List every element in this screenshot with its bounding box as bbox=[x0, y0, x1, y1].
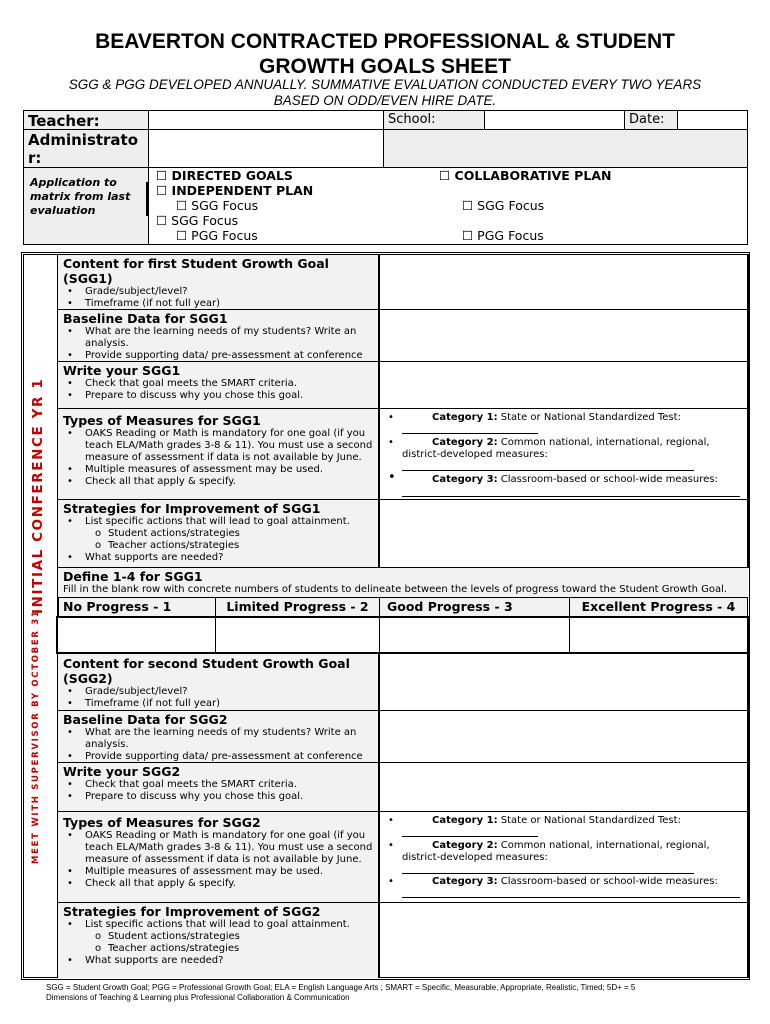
sgg2-strategies-bullet-1: • List specific actions that will lead to goal attainment. bbox=[85, 919, 373, 931]
sgg1-content-bullet-1: • Grade/subject/level? bbox=[85, 286, 373, 298]
pgg-focus-checkbox-b[interactable]: ☐ PGG Focus bbox=[462, 228, 544, 243]
sgg1-write-title: Write your SGG1 bbox=[63, 363, 181, 378]
sgg1-define-cell bbox=[58, 567, 748, 598]
administrator-label-text-1: Administrato bbox=[28, 131, 139, 149]
sgg1-measures-cell bbox=[58, 408, 379, 500]
sgg1-strategies-bullet-2: • What supports are needed? bbox=[85, 552, 373, 564]
sgg2-content-title-1: Content for second Student Growth Goal bbox=[63, 656, 350, 671]
sgg2-write-title: Write your SGG2 bbox=[63, 764, 181, 779]
sgg1-strategies-sub-2: o Teacher actions/strategies bbox=[108, 540, 373, 552]
independent-plan-checkbox[interactable]: ☐ INDEPENDENT PLAN bbox=[156, 183, 314, 198]
sgg2-content-bullet-2: • Timeframe (if not full year) bbox=[85, 698, 373, 710]
sgg2-write-bullet-2: • Prepare to discuss why you chose this goal. bbox=[85, 791, 373, 803]
sgg2-baseline-cell bbox=[58, 710, 379, 763]
sgg2-category-1-line[interactable] bbox=[402, 836, 538, 837]
progress-header-4: Excellent Progress - 4 bbox=[569, 597, 748, 617]
sgg-focus-checkbox-b[interactable]: ☐ SGG Focus bbox=[462, 198, 545, 213]
footer-line-1: SGG = Student Growth Goal; PGG = Professional Growth Goal; ELA = English Language Arts ; SMART = Specific, Measurable, Appropriate, Realistic, Timed; 5D+ = 5 bbox=[46, 983, 636, 992]
sgg-focus-checkbox-a[interactable]: ☐ SGG Focus bbox=[176, 198, 259, 213]
date-field[interactable] bbox=[677, 110, 748, 130]
sgg2-category-1-bullet: • bbox=[388, 815, 394, 826]
school-label-text: School: bbox=[388, 112, 436, 127]
sgg1-category-2-text-2: district-developed measures: bbox=[402, 449, 548, 460]
sgg2-measures-title: Types of Measures for SGG2 bbox=[63, 815, 261, 830]
sgg2-baseline-title: Baseline Data for SGG2 bbox=[63, 712, 228, 727]
sgg2-measures-bullet-2: • Multiple measures of assessment may be used. bbox=[85, 866, 373, 878]
page-subtitle-line1: SGG & PGG DEVELOPED ANNUALLY. SUMMATIVE EVALUATION CONDUCTED EVERY TWO YEARS bbox=[68, 77, 702, 92]
sgg2-measures-bullet-3: • Check all that apply & specify. bbox=[85, 878, 373, 890]
footer-line-2: Dimensions of Teaching & Learning plus Professional Collaboration & Communication bbox=[46, 993, 350, 1002]
sgg1-baseline-bullet-2: • Provide supporting data/ pre-assessment at conference bbox=[85, 350, 373, 362]
sgg1-measures-title: Types of Measures for SGG1 bbox=[63, 413, 261, 428]
sgg1-category-1-bullet: • bbox=[388, 412, 394, 423]
sgg2-measures-bullet-1: • OAKS Reading or Math is mandatory for one goal (if you teach ELA/Math grades 3-8 & 11). You must use a second measure of assessment if data is not available by June. bbox=[85, 830, 373, 866]
sgg1-category-1-line[interactable] bbox=[402, 433, 538, 434]
sgg1-strategies-bullet-1: • List specific actions that will lead to goal attainment. bbox=[85, 516, 373, 528]
sgg2-baseline-bullet-2: • Provide supporting data/ pre-assessment at conference bbox=[85, 751, 373, 763]
sgg2-content-answer[interactable] bbox=[379, 653, 749, 711]
sgg1-write-cell bbox=[58, 361, 379, 409]
sgg1-write-bullet-2: • Prepare to discuss why you chose this goal. bbox=[85, 390, 373, 402]
sgg1-measures-bullet-3: • Check all that apply & specify. bbox=[85, 476, 373, 488]
teacher-field[interactable] bbox=[148, 110, 384, 130]
collaborative-plan-checkbox[interactable]: ☐ COLLABORATIVE PLAN bbox=[439, 168, 612, 183]
administrator-label-text-2: r: bbox=[28, 149, 42, 167]
sgg1-content-title-2: (SGG1) bbox=[63, 271, 113, 286]
sgg2-strategies-title: Strategies for Improvement of SGG2 bbox=[63, 904, 321, 919]
sgg1-strategies-sub-1: o Student actions/strategies bbox=[108, 528, 373, 540]
page-subtitle-line2: BASED ON ODD/EVEN HIRE DATE. bbox=[273, 93, 497, 108]
sgg1-content-title-1: Content for first Student Growth Goal bbox=[63, 256, 329, 271]
sgg1-baseline-answer[interactable] bbox=[379, 309, 749, 362]
sgg1-write-answer[interactable] bbox=[379, 361, 749, 409]
sgg1-measures-answer: • Category 1: State or National Standardized Test: • Category 2: Common national, international, regional, district-developed measures: • Category 3: Classroom-based or school-wide measures: bbox=[379, 408, 749, 500]
page-title-line1: BEAVERTON CONTRACTED PROFESSIONAL & STUDENT bbox=[95, 30, 675, 53]
sgg2-measures-answer: • Category 1: State or National Standardized Test: • Category 2: Common national, international, regional, district-developed measures: • Category 3: Classroom-based or school-wide measures: bbox=[379, 811, 749, 903]
administrator-label bbox=[23, 129, 149, 168]
progress-header-2: Limited Progress - 2 bbox=[215, 597, 380, 617]
application-options-cell bbox=[148, 167, 748, 245]
progress-input-1[interactable] bbox=[56, 616, 216, 654]
date-label bbox=[624, 110, 678, 130]
sgg2-category-3-bullet: • bbox=[388, 876, 394, 887]
application-label-3: evaluation bbox=[30, 204, 96, 217]
sgg1-strategies-cell bbox=[58, 499, 379, 568]
progress-header-3: Good Progress - 3 bbox=[379, 597, 570, 617]
school-label bbox=[383, 110, 485, 130]
sgg-focus-checkbox-c[interactable]: ☐ SGG Focus bbox=[156, 213, 239, 228]
sgg1-content-bullet-2: • Timeframe (if not full year) bbox=[85, 298, 373, 310]
sgg1-measures-bullet-2: • Multiple measures of assessment may be used. bbox=[85, 464, 373, 476]
sgg2-write-bullet-1: • Check that goal meets the SMART criteria. bbox=[85, 779, 373, 791]
application-label-cell bbox=[23, 167, 149, 245]
sgg2-category-2-line[interactable] bbox=[402, 873, 694, 874]
sgg1-write-bullet-1: • Check that goal meets the SMART criteria. bbox=[85, 378, 373, 390]
teacher-label bbox=[23, 110, 149, 130]
administrator-field[interactable] bbox=[148, 129, 384, 168]
sgg2-strategies-bullet-2: • What supports are needed? bbox=[85, 955, 373, 967]
sgg2-baseline-bullet-1: • What are the learning needs of my students? Write an analysis. bbox=[85, 727, 373, 751]
sgg1-category-3-bullet: • bbox=[388, 470, 396, 485]
sgg2-category-2-bullet: • bbox=[388, 840, 394, 851]
teacher-label-text: Teacher: bbox=[28, 112, 100, 130]
progress-input-4[interactable] bbox=[569, 616, 750, 654]
sgg1-define-text: Fill in the blank row with concrete numbers of students to delineate between the levels of progress toward the Student Growth Goal. bbox=[63, 584, 728, 595]
administrator-extra-cell bbox=[383, 129, 748, 168]
progress-input-3[interactable] bbox=[379, 616, 570, 654]
sgg2-category-3-line[interactable] bbox=[402, 897, 740, 898]
sgg2-write-answer[interactable] bbox=[379, 762, 749, 812]
side-label-main: INITIAL CONFERENCE YR 1 bbox=[30, 377, 46, 614]
sgg2-strategies-sub-2: o Teacher actions/strategies bbox=[108, 943, 373, 955]
sgg1-category-2-line[interactable] bbox=[402, 470, 694, 471]
sgg1-content-answer[interactable] bbox=[379, 254, 749, 310]
sgg2-content-title-2: (SGG2) bbox=[63, 671, 113, 686]
sgg1-baseline-cell bbox=[58, 309, 379, 362]
sgg2-strategies-cell bbox=[58, 902, 379, 978]
sgg2-baseline-answer[interactable] bbox=[379, 710, 749, 763]
sgg1-category-2-bullet: • bbox=[388, 437, 394, 448]
sgg2-category-2-text-2: district-developed measures: bbox=[402, 852, 548, 863]
sgg1-strategies-title: Strategies for Improvement of SGG1 bbox=[63, 501, 321, 516]
date-label-text: Date: bbox=[629, 112, 665, 127]
sgg2-write-cell bbox=[58, 762, 379, 812]
sgg2-measures-cell bbox=[58, 811, 379, 903]
sgg1-content-cell bbox=[58, 254, 379, 310]
application-label-1: Application to bbox=[30, 176, 117, 189]
sgg2-content-bullet-1: • Grade/subject/level? bbox=[85, 686, 373, 698]
side-label-sub: MEET WITH SUPERVISOR BY OCTOBER 31 bbox=[31, 609, 41, 864]
sgg2-content-cell bbox=[58, 653, 379, 711]
progress-header-1: No Progress - 1 bbox=[58, 597, 216, 617]
sgg1-category-3-line[interactable] bbox=[402, 496, 740, 497]
sgg1-measures-bullet-1: • OAKS Reading or Math is mandatory for one goal (if you teach ELA/Math grades 3-8 & 11). You must use a second measure of assessment if data is not available by June. bbox=[85, 428, 373, 464]
application-label-2: matrix from last bbox=[30, 190, 131, 203]
directed-goals-checkbox[interactable]: ☐ DIRECTED GOALS bbox=[156, 168, 293, 183]
sgg1-baseline-title: Baseline Data for SGG1 bbox=[63, 311, 228, 326]
page-title-line2: GROWTH GOALS SHEET bbox=[259, 55, 511, 78]
sgg1-baseline-bullet-1: • What are the learning needs of my students? Write an analysis. bbox=[85, 326, 373, 350]
sgg1-define-title: Define 1-4 for SGG1 bbox=[63, 569, 203, 584]
pgg-focus-checkbox-a[interactable]: ☐ PGG Focus bbox=[176, 228, 258, 243]
application-label bbox=[24, 168, 148, 218]
sgg1-strategies-answer[interactable] bbox=[379, 499, 749, 568]
progress-input-2[interactable] bbox=[215, 616, 380, 654]
sgg2-strategies-sub-1: o Student actions/strategies bbox=[108, 931, 373, 943]
sgg2-strategies-answer[interactable] bbox=[379, 902, 749, 978]
school-field[interactable] bbox=[484, 110, 625, 130]
